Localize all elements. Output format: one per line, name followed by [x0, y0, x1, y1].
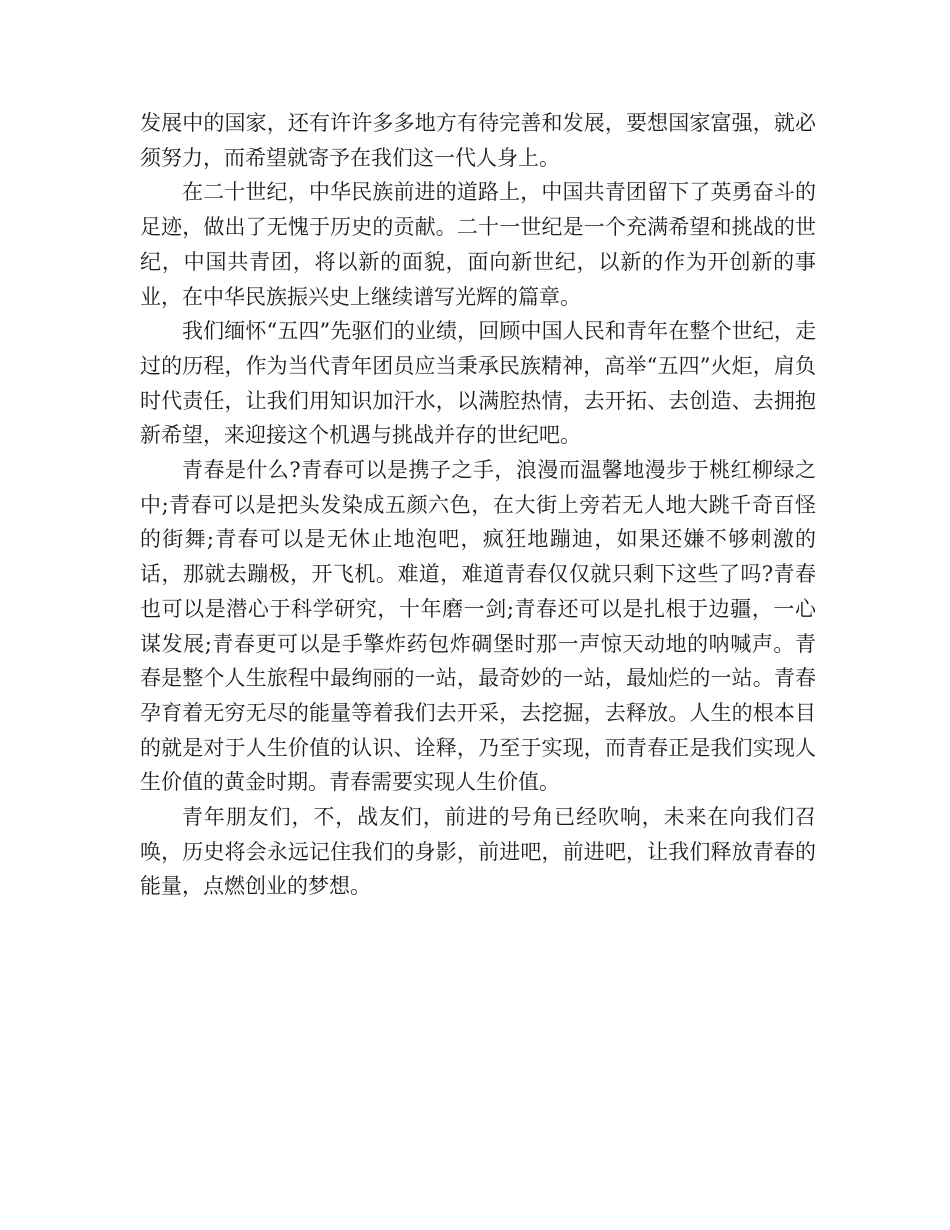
paragraph-1: 发展中的国家，还有许许多多地方有待完善和发展，要想国家富强，就必须努力，而希望就寄予在我们这一代人身上。 [140, 111, 816, 170]
paragraph-5: 青年朋友们，不，战友们，前进的号角已经吹响，未来在向我们召唤，历史将会永远记住我们的身影，前进吧，前进吧，让我们释放青春的能量，点燃创业的梦想。 [140, 805, 816, 899]
document-body [140, 106, 816, 904]
paragraph-2: 在二十世纪，中华民族前进的道路上，中国共青团留下了英勇奋斗的足迹，做出了无愧于历史的贡献。二十一世纪是一个充满希望和挑战的世纪，中国共青团，将以新的面貌，面向新世纪，以新的作为开创新的事业，在中华民族振兴史上继续谱写光辉的篇章。 [140, 180, 816, 309]
paragraph-3: 我们缅怀“五四”先驱们的业绩，回顾中国人民和青年在整个世纪，走过的历程，作为当代青年团员应当秉承民族精神，高举“五四”火炬，肩负时代责任，让我们用知识加汗水，以满腔热情，去开拓、去创造、去拥抱新希望，来迎接这个机遇与挑战并存的世纪吧。 [140, 319, 816, 448]
paragraph-4: 青春是什么?青春可以是携子之手，浪漫而温馨地漫步于桃红柳绿之中;青春可以是把头发染成五颜六色，在大街上旁若无人地大跳千奇百怪的街舞;青春可以是无休止地泡吧，疯狂地蹦迪，如果还嫌不够刺激的话，那就去蹦极，开飞机。难道，难道青春仅仅就只剩下这些了吗?青春也可以是潜心于科学研究，十年磨一剑;青春还可以是扎根于边疆，一心谋发展;青春更可以是手擎炸药包炸碉堡时那一声惊天动地的呐喊声。青春是整个人生旅程中最绚丽的一站，最奇妙的一站，最灿烂的一站。青春孕育着无穷无尽的能量等着我们去开采，去挖掘，去释放。人生的根本目的就是对于人生价值的认识、诠释，乃至于实现，而青春正是我们实现人生价值的黄金时期。青春需要实现人生价值。 [140, 458, 816, 795]
